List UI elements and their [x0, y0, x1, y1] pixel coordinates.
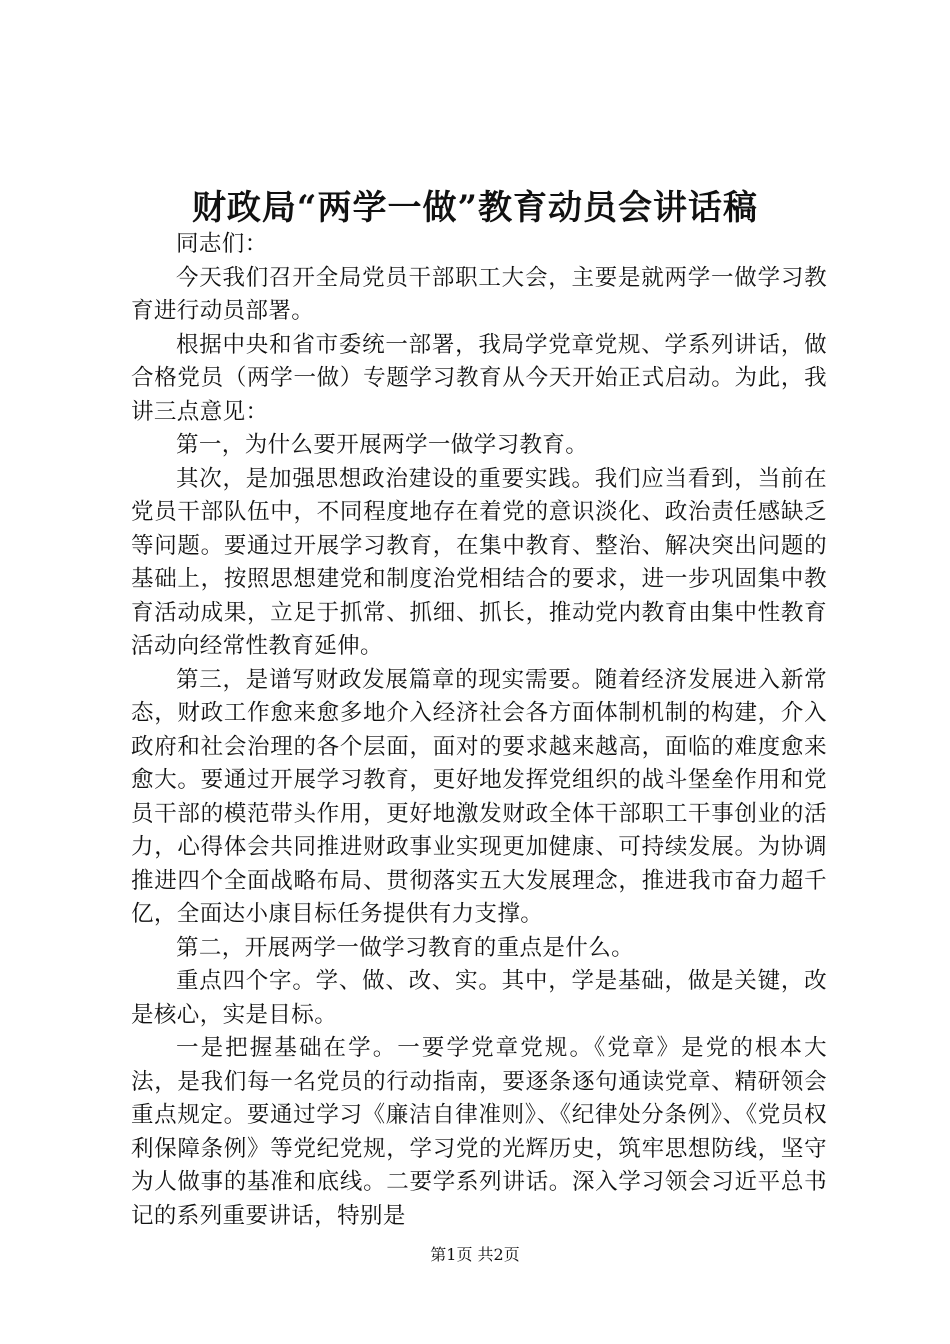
- body-paragraph: 第三，是谱写财政发展篇章的现实需要。随着经济发展进入新常态，财政工作愈来愈多地介入经济社会各方面体制机制的构建，介入政府和社会治理的各个层面，面对的要求越来越高，面临的难度愈来愈大。要通过开展学习教育，更好地发挥党组织的战斗堡垒作用和党员干部的模范带头作用，更好地激发财政全体干部职工干事创业的活力，心得体会共同推进财政事业实现更加健康、可持续发展。为协调推进四个全面战略布局、贯彻落实五大发展理念，推进我市奋力超千亿，全面达小康目标任务提供有力支撑。: [131, 666, 827, 927]
- body-paragraph: 根据中央和省市委统一部署，我局学党章党规、学系列讲话，做合格党员（两学一做）专题学习教育从今天开始正式启动。为此，我讲三点意见：: [131, 331, 827, 425]
- page-number-footer: 第1页 共2页: [430, 1245, 520, 1264]
- body-paragraph: 今天我们召开全局党员干部职工大会，主要是就两学一做学习教育进行动员部署。: [131, 264, 827, 324]
- section-heading-second: 第二，开展两学一做学习教育的重点是什么。: [176, 934, 635, 961]
- body-paragraph: 其次，是加强思想政治建设的重要实践。我们应当看到，当前在党员干部队伍中，不同程度地存在着党的意识淡化、政治责任感缺乏等问题。要通过开展学习教育，在集中教育、整治、解决突出问题的基础上，按照思想建党和制度治党相结合的要求，进一步巩固集中教育活动成果，立足于抓常、抓细、抓长，推动党内教育由集中性教育活动向经常性教育延伸。: [131, 465, 827, 659]
- section-heading-first: 第一，为什么要开展两学一做学习教育。: [176, 432, 589, 458]
- body-paragraph: 重点四个字。学、做、改、实。其中，学是基础，做是关键，改是核心，实是目标。: [131, 968, 827, 1028]
- document-title: 财政局“两学一做”教育动员会讲话稿: [191, 188, 759, 228]
- document-body: [131, 228, 827, 1233]
- salutation-paragraph: 同志们：: [176, 231, 268, 257]
- body-paragraph: 一是把握基础在学。一要学党章党规。《党章》是党的根本大法，是我们每一名党员的行动指南，要逐条逐句通读党章、精研领会重点规定。要通过学习《廉洁自律准则》、《纪律处分条例》、《党员权利保障条例》等党纪党规，学习党的光辉历史，筑牢思想防线，坚守为人做事的基准和底线。二要学系列讲话。深入学习领会习近平总书记的系列重要讲话，特别是: [131, 1035, 827, 1229]
